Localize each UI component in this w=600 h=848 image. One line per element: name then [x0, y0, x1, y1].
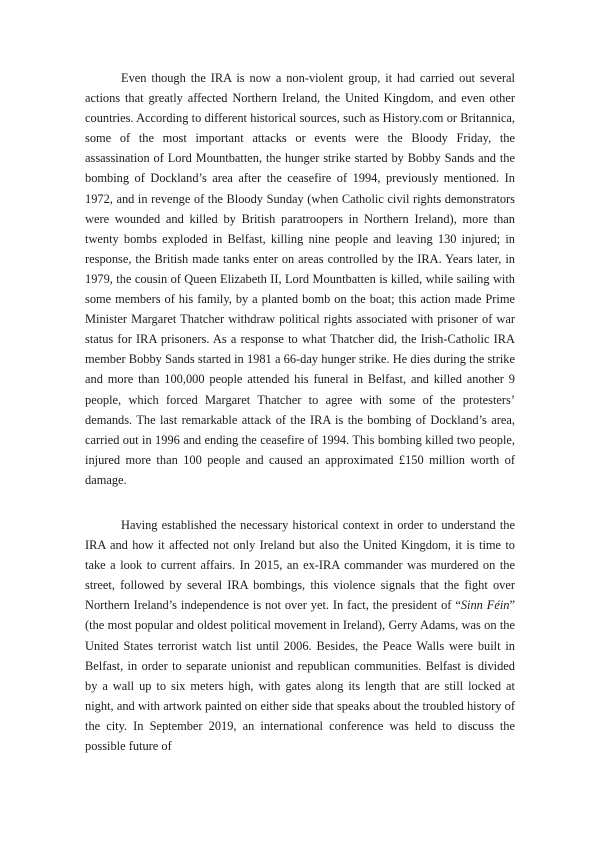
- paragraph-text-start: Having established the necessary historical context in order to understand the IRA and how it affected not only Ireland but also the United Kingdom, it is time to take a look to current affairs. In 2015, an ex-IRA commander was murdered on the street, followed by several IRA bombings, this violence signals that the fight over Northern Ireland’s independence is not over yet. In fact, the president of “: [85, 518, 515, 613]
- body-paragraph-2: [85, 515, 515, 756]
- paragraph-text-end: ” (the most popular and oldest political movement in Ireland), Gerry Adams, was on the United States terrorist watch list until 2006. Besides, the Peace Walls were built in Belfast, in order to separate unionist and republican communities. Belfast is divided by a wall up to six meters high, with gates along its length that are still locked at night, and with artwork painted on either side that speaks about the troubled history of the city. In September 2019, an international conference was held to discuss the possible future of: [85, 598, 515, 754]
- italic-term-sinn-fein: Sinn Féin: [460, 598, 510, 613]
- paragraph-text-container: [85, 515, 515, 756]
- body-paragraph-1: [85, 68, 515, 490]
- paragraph-text: Even though the IRA is now a non-violent group, it had carried out several actions that greatly affected Northern Ireland, the United Kingdom, and even other countries. According to different historical sources, such as History.com or Britannica, some of the most important attacks or events were the Bloody Friday, the assassination of Lord Mountbatten, the hunger strike started by Bobby Sands and the bombing of Dockland’s area after the ceasefire of 1994, previously mentioned. In 1972, and in revenge of the Bloody Sunday (when Catholic civil rights demonstrators were wounded and killed by British paratroopers in Northern Ireland), more than twenty bombs exploded in Belfast, killing nine people and leaving 130 injured; in response, the British made tanks enter on areas controlled by the IRA. Years later, in 1979, the cousin of Queen Elizabeth II, Lord Mountbatten is killed, while sailing with some members of his family, by a planted bomb on the boat; this action made Prime Minister Margaret Thatcher withdraw political rights associated with prisoner of war status for IRA prisoners. As a response to what Thatcher did, the Irish-Catholic IRA member Bobby Sands started in 1981 a 66-day hunger strike. He dies during the strike and more than 100,000 people attended his funeral in Belfast, and killed another 9 people, which forced Margaret Thatcher to agree with some of the protesters’ demands. The last remarkable attack of the IRA is the bombing of Dockland’s area, carried out in 1996 and ending the ceasefire of 1994. This bombing killed two people, injured more than 100 people and caused an approximated £150 million worth of damage.: [85, 71, 515, 487]
